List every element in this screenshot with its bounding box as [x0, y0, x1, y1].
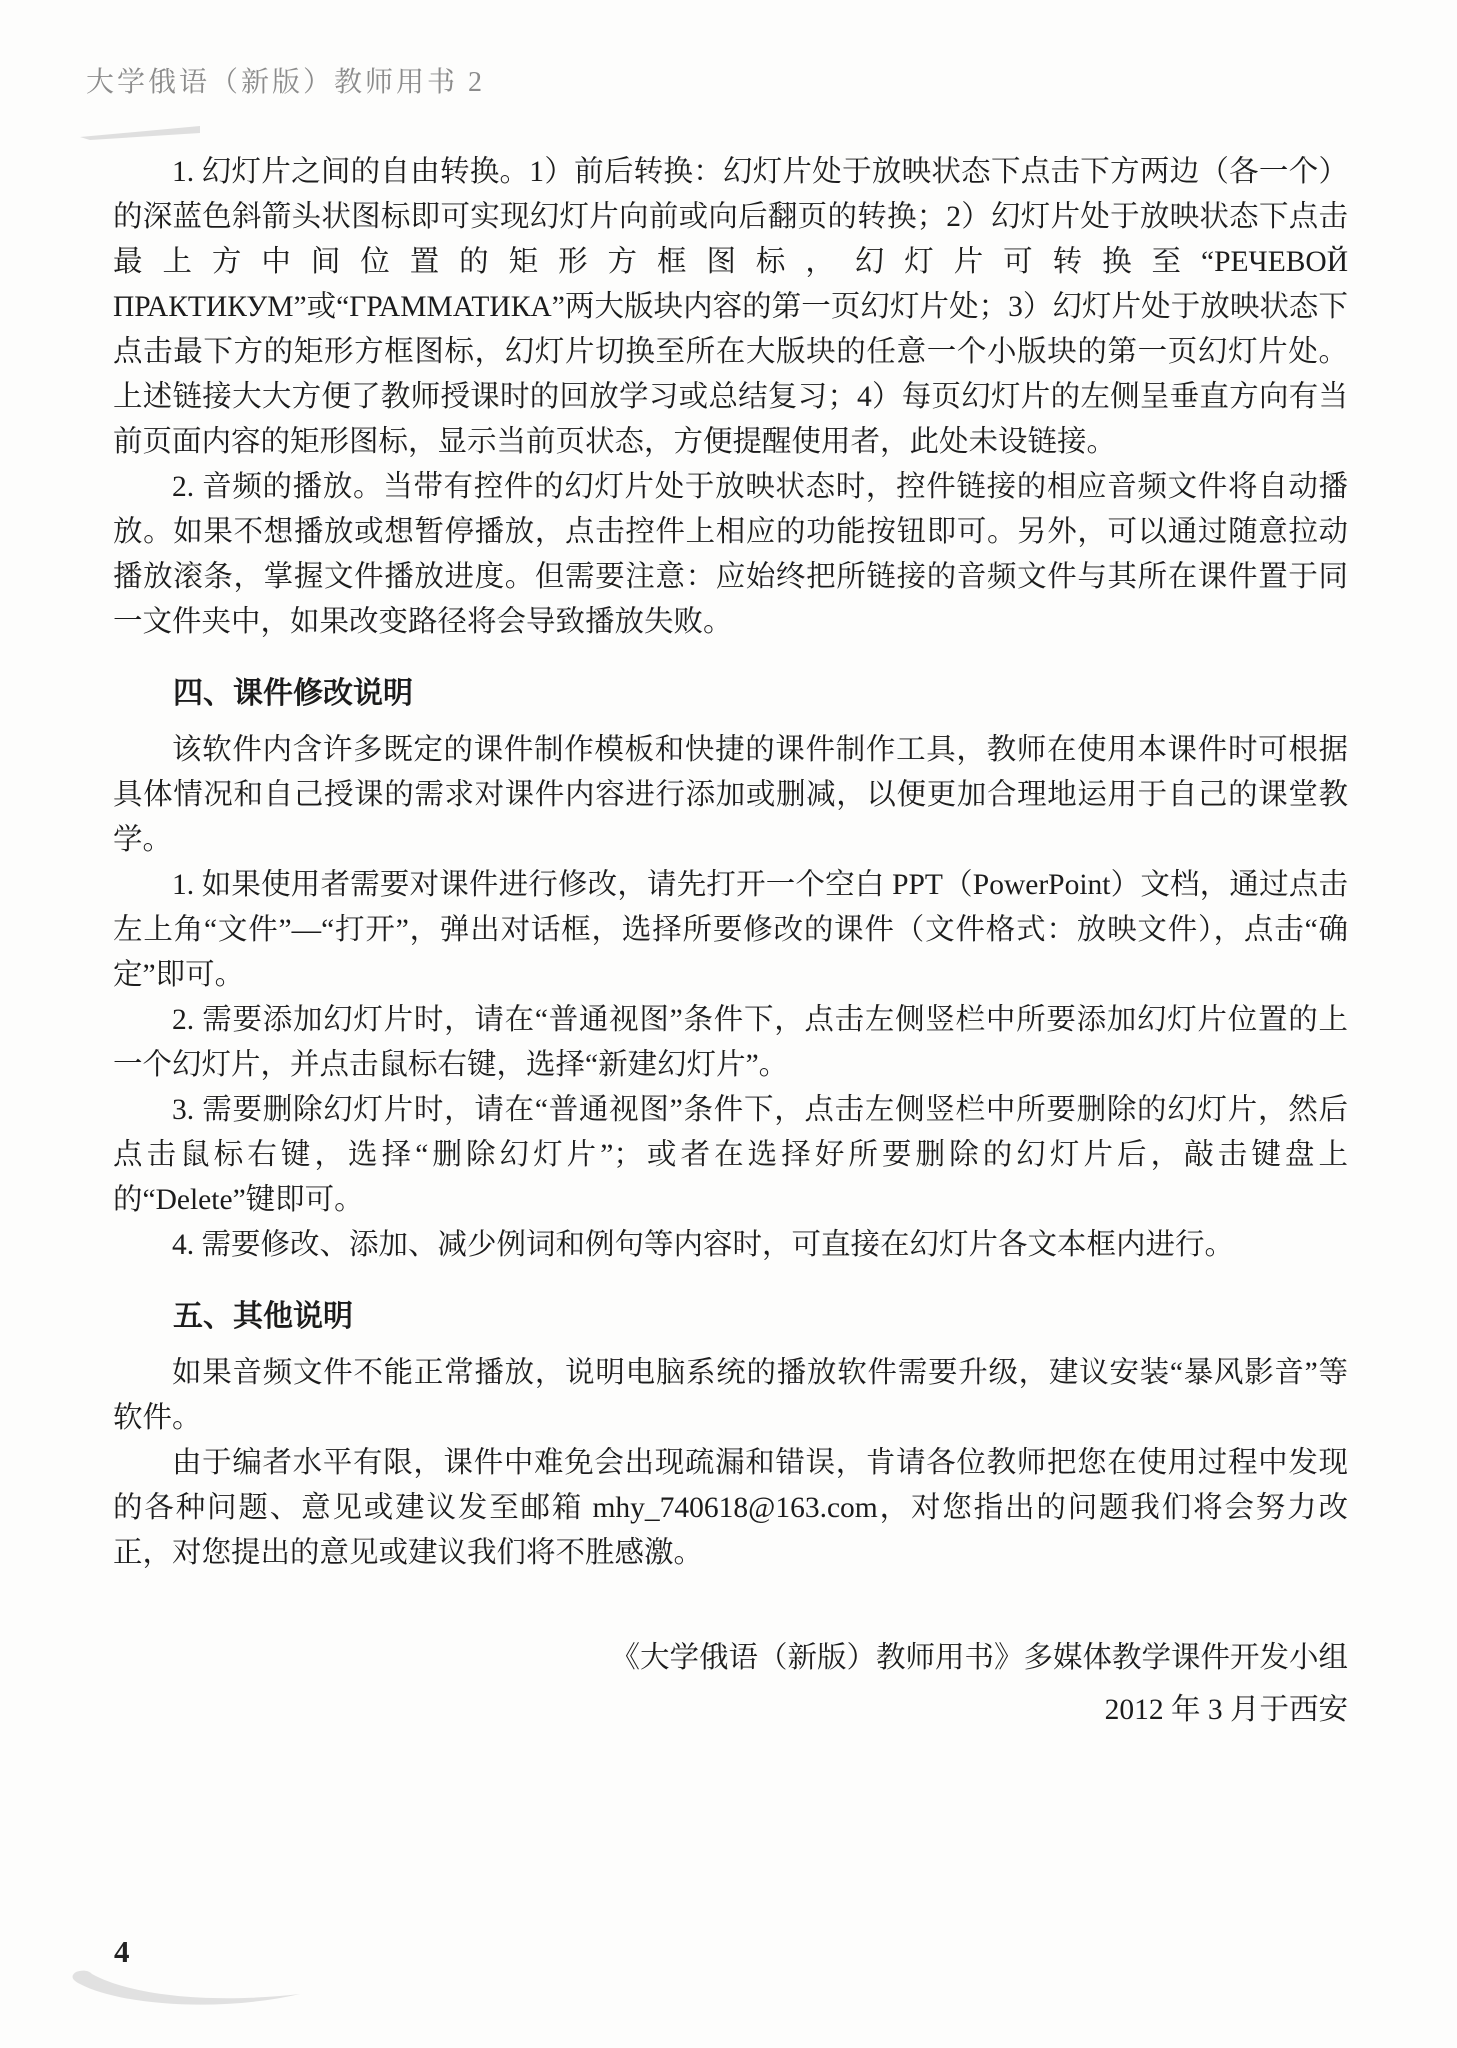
document-body — [113, 150, 1348, 1736]
footer-swoosh-decoration — [62, 1968, 312, 2012]
signature-group-line: 《大学俄语（新版）教师用书》多媒体教学课件开发小组 — [610, 1642, 1348, 1674]
section-heading-4: 四、课件修改说明 — [173, 677, 413, 710]
paragraph-playback-advice: 如果音频文件不能正常播放，说明电脑系统的播放软件需要升级，建议安装“暴风影音”等软件。 — [113, 1357, 1348, 1434]
header-swoosh-decoration — [80, 124, 225, 144]
section-heading-5: 五、其他说明 — [173, 1300, 353, 1333]
paragraph-slide-navigation: 1. 幻灯片之间的自由转换。1）前后转换：幻灯片处于放映状态下点击下方两边（各一个）的深蓝色斜箭头状图标即可实现幻灯片向前或向后翻页的转换；2）幻灯片处于放映状态下点击最上方中间位置的矩形方框图标，幻灯片可转换至“РЕЧЕВОЙ ПРАКТИКУМ”或“ГРАММАТИКА”两大版块内容的第一页幻灯片处；3）幻灯片处于放映状态下点击最下方的矩形方框图标，幻灯片切换至所在大版块的任意一个小版块的第一页幻灯片处。上述链接大大方便了教师授课时的回放学习或总结复习；4）每页幻灯片的左侧呈垂直方向有当前页面内容的矩形图标，显示当前页状态，方便提醒使用者，此处未设链接。 — [113, 156, 1348, 458]
paragraph-modify-step-2: 2. 需要添加幻灯片时，请在“普通视图”条件下，点击左侧竖栏中所要添加幻灯片位置的上一个幻灯片，并点击鼠标右键，选择“新建幻灯片”。 — [113, 1004, 1348, 1081]
page-number: 4 — [114, 1934, 130, 1969]
paragraph-software-intro: 该软件内含许多既定的课件制作模板和快捷的课件制作工具，教师在使用本课件时可根据具体情况和自己授课的需求对课件内容进行添加或删减，以便更加合理地运用于自己的课堂教学。 — [113, 734, 1348, 856]
paragraph-modify-step-3: 3. 需要删除幻灯片时，请在“普通视图”条件下，点击左侧竖栏中所要删除的幻灯片，然后点击鼠标右键，选择“删除幻灯片”；或者在选择好所要删除的幻灯片后，敲击键盘上的“Delete”键即可。 — [113, 1094, 1348, 1216]
paragraph-feedback-email: 由于编者水平有限，课件中难免会出现疏漏和错误，肯请各位教师把您在使用过程中发现的各种问题、意见或建议发至邮箱 mhy_740618@163.com，对您指出的问题我们将会努力改正，对您提出的意见或建议我们将不胜感激。 — [113, 1447, 1348, 1569]
paragraph-modify-step-1: 1. 如果使用者需要对课件进行修改，请先打开一个空白 PPT（PowerPoint）文档，通过点击左上角“文件”—“打开”，弹出对话框，选择所要修改的课件（文件格式：放映文件），点击“确定”即可。 — [113, 869, 1348, 991]
signature-block — [113, 1632, 1348, 1736]
running-head: 大学俄语（新版）教师用书 2 — [86, 67, 486, 98]
paragraph-modify-step-4: 4. 需要修改、添加、减少例词和例句等内容时，可直接在幻灯片各文本框内进行。 — [172, 1229, 1235, 1261]
paragraph-audio-playback: 2. 音频的播放。当带有控件的幻灯片处于放映状态时，控件链接的相应音频文件将自动播放。如果不想播放或想暂停播放，点击控件上相应的功能按钮即可。另外，可以通过随意拉动播放滚条，掌握文件播放进度。但需要注意：应始终把所链接的音频文件与其所在课件置于同一文件夹中，如果改变路径将会导致播放失败。 — [113, 471, 1348, 638]
signature-date-line: 2012 年 3 月于西安 — [1104, 1694, 1348, 1726]
